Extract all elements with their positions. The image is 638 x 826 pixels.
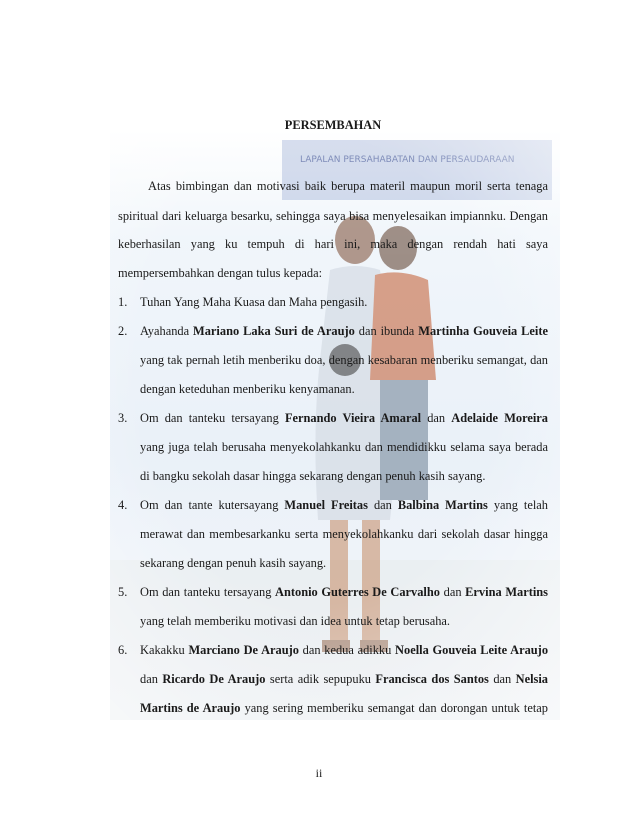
item-text-line: merawat dan membesarkanku serta menyekolahkanku dari sekolah dasar hingga <box>140 527 548 541</box>
item-text-line: Martins de Araujo yang sering memberiku semangat dan dorongan untuk tetap <box>140 701 548 715</box>
item-text-line: dengan keteduhan menberiku kenyamanan. <box>140 382 355 396</box>
item-text: Om dan tanteku tersayang Antonio Guterres De Carvalho dan Ervina Martins <box>140 585 548 599</box>
item-text-line: yang telah memberiku motivasi dan idea untuk tetap berusaha. <box>140 614 451 628</box>
list-item <box>118 497 548 513</box>
list-item <box>118 642 548 658</box>
item-text-line: yang tak pernah letih menberiku doa, dengan kesabaran menberiku semangat, dan <box>140 353 548 367</box>
item-text-line: dan Ricardo De Araujo serta adik sepupuku Francisca dos Santos dan Nelsia <box>140 672 548 686</box>
item-text: Tuhan Yang Maha Kuasa dan Maha pengasih. <box>140 295 368 309</box>
list-item <box>118 323 548 339</box>
item-text: Om dan tanteku tersayang Fernando Vieira Amaral dan Adelaide Moreira <box>140 411 548 425</box>
item-number: 6. <box>118 643 128 657</box>
intro-line-3: keberhasilan yang ku tempuh di hari ini, maka dengan rendah hati saya <box>118 237 548 251</box>
list-item <box>118 294 548 310</box>
list-item <box>118 410 548 426</box>
item-text: Kakakku Marciano De Araujo dan kedua adikku Noella Gouveia Leite Araujo <box>140 643 549 657</box>
intro-line-1: Atas bimbingan dan motivasi baik berupa materil maupun moril serta tenaga <box>148 179 548 193</box>
item-number: 3. <box>118 411 128 425</box>
item-text-line: sekarang dengan penuh kasih sayang. <box>140 556 327 570</box>
item-text: Ayahanda Mariano Laka Suri de Araujo dan ibunda Martinha Gouveia Leite <box>140 324 548 338</box>
intro-line-2: spiritual dari keluarga besarku, sehingga saya bisa menyelesaikan impiannku. Dengan <box>118 209 548 223</box>
item-number: 2. <box>118 324 128 338</box>
item-number: 5. <box>118 585 128 599</box>
item-text: Om dan tante kutersayang Manuel Freitas dan Balbina Martins yang telah <box>140 498 548 512</box>
item-number: 1. <box>118 295 128 309</box>
page-title: PERSEMBAHAN <box>284 118 382 132</box>
list-item <box>118 584 548 600</box>
item-text-line: di bangku sekolah dasar hingga sekarang dengan penuh kasih sayang. <box>140 469 486 483</box>
page-number: ii <box>315 766 323 780</box>
item-number: 4. <box>118 498 128 512</box>
intro-line-4: mempersembahkan dengan tulus kepada: <box>118 266 323 280</box>
item-text-line: yang juga telah berusaha menyekolahkanku dan mendidikku selama saya berada <box>140 440 548 454</box>
